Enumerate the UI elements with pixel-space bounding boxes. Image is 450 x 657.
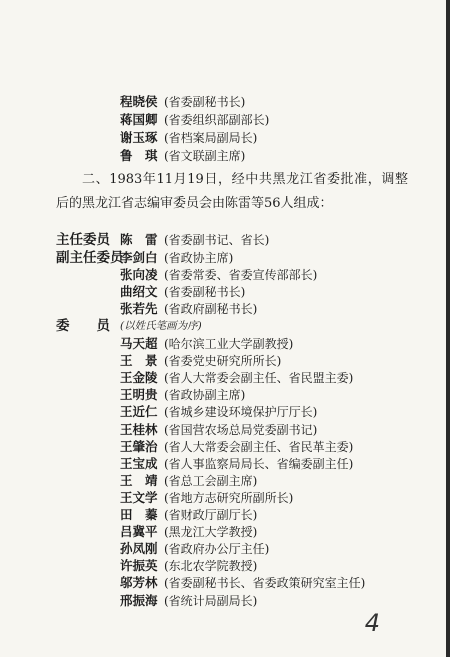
person-name: 李剑白 (120, 250, 158, 265)
list-item (120, 284, 420, 300)
list-item (120, 250, 420, 266)
list-item (120, 148, 420, 164)
paragraph-text: 二、1983年11月19日，经中共黑龙江省委批准，调整后的黑龙江省志编审委员会由陈雷等56人组成： (56, 172, 408, 211)
person-name: 王 景 (120, 353, 158, 369)
person-name: 王近仁 (120, 404, 158, 420)
deputy-role-label: 副主任委员 (56, 250, 124, 266)
person-title: (省统计局副局长) (164, 593, 258, 608)
person-title: (省委副秘书长、省委政策研究室主任) (164, 576, 366, 591)
person-title: (省人大常委会副主任、省民革主委) (164, 439, 354, 454)
person-name: 王桂林 (120, 421, 158, 437)
person-title: (省政协主席) (164, 251, 234, 265)
person-title: (省人大常委会副主任、省民盟主委) (164, 371, 354, 386)
person-name: 曲绍文 (120, 284, 158, 299)
list-item (120, 94, 420, 110)
page-number: 4 (364, 609, 380, 637)
list-item (120, 490, 420, 506)
person-title: (东北农学院教授) (164, 559, 258, 574)
person-name: 邬芳林 (120, 575, 158, 591)
person-title: (省地方志研究所副所长) (164, 490, 294, 505)
director-role-label: 主任委员 (56, 232, 110, 248)
list-item (120, 456, 420, 472)
list-item (120, 575, 420, 591)
body-paragraph (56, 168, 408, 216)
person-name: 孙凤刚 (120, 541, 158, 557)
person-name: 王金陵 (120, 370, 158, 386)
person-name: 谢玉琢 (120, 130, 158, 145)
list-item (120, 558, 420, 574)
list-item (120, 130, 420, 146)
list-item (120, 439, 420, 455)
person-title: (哈尔滨工业大学副教授) (164, 337, 294, 351)
person-name: 邢振海 (120, 592, 158, 608)
person-title: (省政府副秘书长) (164, 302, 258, 316)
person-name: 蒋国卿 (120, 112, 158, 127)
list-item (120, 336, 420, 352)
person-name: 吕冀平 (120, 524, 158, 540)
person-title: (省文联副主席) (164, 149, 246, 163)
list-item (120, 112, 420, 128)
list-item (120, 507, 420, 523)
list-item (120, 301, 420, 317)
person-name: 王文学 (120, 489, 158, 505)
person-title: (省人事监察局局长、省编委副主任) (164, 456, 354, 471)
member-order-note: (以姓氏笔画为序) (120, 320, 202, 332)
member-role-label: 委 员 (56, 318, 110, 334)
list-item (120, 404, 420, 420)
person-name: 田 蓁 (120, 507, 158, 522)
person-title: (省委副秘书长) (164, 95, 246, 109)
person-name: 陈 雷 (120, 232, 158, 247)
person-title: (省委副书记、省长) (164, 233, 270, 247)
page-edge-shadow (446, 0, 450, 657)
person-name: 程晓侯 (120, 94, 158, 109)
person-name: 许振英 (120, 558, 158, 574)
list-item (120, 232, 420, 248)
list-item (120, 593, 420, 609)
list-item (120, 541, 420, 557)
person-title: (省档案局副局长) (164, 131, 258, 145)
person-title: (省委常委、省委宣传部部长) (164, 268, 318, 282)
list-item (120, 524, 420, 540)
person-title: (省总工会副主席) (164, 473, 258, 488)
person-name: 鲁 琪 (120, 148, 158, 163)
person-name: 王宝成 (120, 455, 158, 471)
person-title: (省国营农场总局党委副书记) (164, 422, 318, 437)
list-item (120, 370, 420, 386)
person-title: (省政协副主席) (164, 388, 246, 403)
list-item (120, 473, 420, 489)
person-title: (省委副秘书长) (164, 285, 246, 299)
person-name: 王肇治 (120, 438, 158, 454)
person-title: (省政府办公厅主任) (164, 542, 270, 557)
person-title: (省委党史研究所所长) (164, 354, 282, 369)
person-title: (省委组织部副部长) (164, 113, 270, 127)
person-name: 张向凌 (120, 267, 158, 282)
person-name: 张若先 (120, 301, 158, 316)
person-title: (省财政厅副厅长) (164, 508, 258, 522)
person-name: 马天超 (120, 336, 158, 351)
list-item (120, 353, 420, 369)
person-name: 王明贵 (120, 387, 158, 403)
person-title: (省城乡建设环境保护厅厅长) (164, 405, 318, 420)
person-name: 王 靖 (120, 472, 158, 488)
person-title: (黑龙江大学教授) (164, 525, 258, 540)
list-item (120, 422, 420, 438)
list-item (120, 387, 420, 403)
list-item (120, 267, 420, 283)
